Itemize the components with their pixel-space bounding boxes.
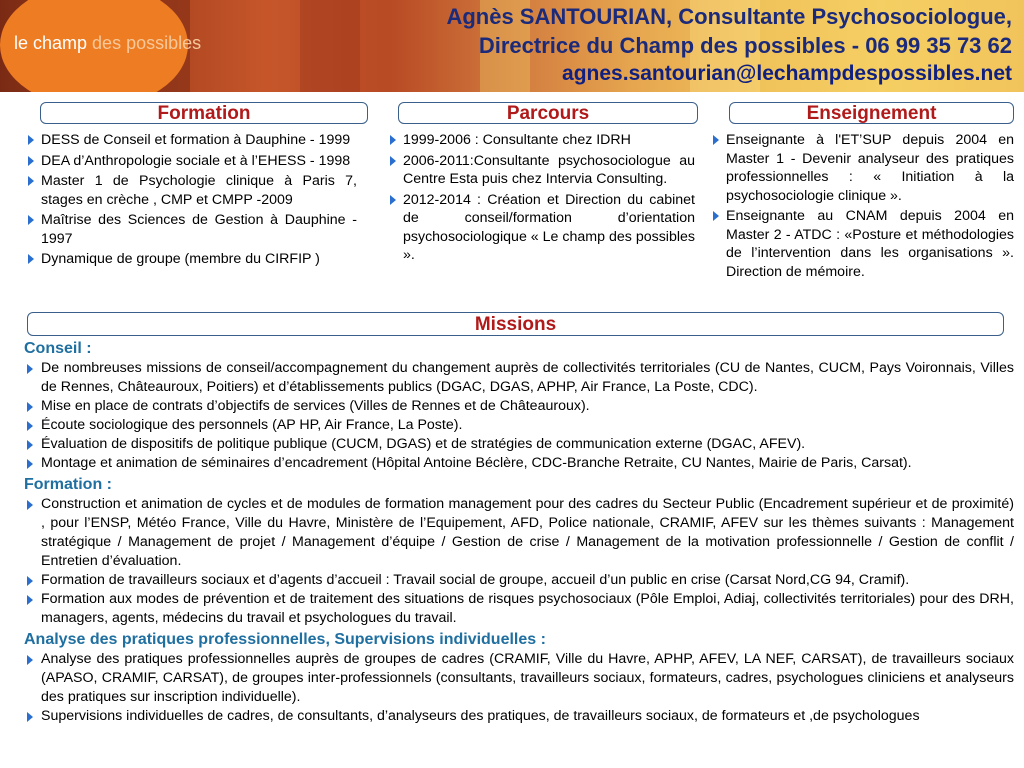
list-item: Analyse des pratiques professionnelles auprès de groupes de cadres (CRAMIF, Ville du Havre, APHP, AFEV, LA NEF, CARSAT), de travailleurs sociaux (APASO, CRAMIF, CARSAT), de groupes inter-professionnels (consultants, travailleurs sociaux, formateurs, cadres, psychologues cliniciens et analyseurs des pratiques sur inscription individuelle). bbox=[24, 650, 1014, 707]
list-item: Évaluation de dispositifs de politique publique (CUCM, DGAS) et de stratégies de communication externe (DGAC, AFEV). bbox=[24, 435, 1014, 454]
bullet-icon bbox=[28, 135, 34, 145]
bullet-icon bbox=[27, 402, 33, 412]
parcours-heading: Parcours bbox=[398, 102, 698, 124]
bullet-icon bbox=[28, 156, 34, 166]
list-item: 1999-2006 : Consultante chez IDRH bbox=[389, 131, 695, 150]
title-line2: Directrice du Champ des possibles - 06 99 35 73 62 bbox=[478, 33, 1012, 58]
list-item: Mise en place de contrats d’objectifs de services (Villes de Rennes et de Châteauroux). bbox=[24, 397, 1014, 416]
list-item: Montage et animation de séminaires d’encadrement (Hôpital Antoine Béclère, CDC-Branche Retraite, CU Nantes, Mairie de Paris, Carsat). bbox=[24, 454, 1014, 473]
bullet-icon bbox=[390, 195, 396, 205]
list-item: De nombreuses missions de conseil/accompagnement du changement auprès de collectivités territoriales (CU de Nantes, CUCM, Pays Voironnais, Villes de Rennes, Châteauroux, Poitiers) et d’établissements publics (DGAC, DGAS, APHP, Air France, La Poste, CDC). bbox=[24, 359, 1014, 397]
bullet-icon bbox=[390, 156, 396, 166]
bullet-icon bbox=[27, 364, 33, 374]
conseil-subheading: Conseil : bbox=[24, 340, 92, 357]
email: agnes.santourian@lechampdespossibles.net bbox=[562, 62, 1012, 85]
list-item: Dynamique de groupe (membre du CIRFIP ) bbox=[27, 250, 357, 269]
list-item: 2006-2011:Consultante psychosociologue au Centre Esta puis chez Intervia Consulting. bbox=[389, 152, 695, 189]
list-item: Construction et animation de cycles et de modules de formation management pour des cadres du Secteur Public (Encadrement supérieur et de proximité) , pour l’ENSP, Météo France, Ville du Havre, Ministère de l’Equipement, AFD, Police nationale, CRAMIF, AFEV sur les thèmes suivants : Management stratégique / Management de projet / Management d’équipe / Gestion de crise / Management de la motivation professionnelle / Gestion de conflit / Entretien d’évaluation. bbox=[24, 495, 1014, 571]
logo bbox=[14, 33, 201, 54]
parcours-column bbox=[389, 131, 695, 267]
bullet-icon bbox=[27, 440, 33, 450]
bullet-icon bbox=[27, 595, 33, 605]
list-item: Formation de travailleurs sociaux et d’agents d’accueil : Travail social de groupe, accueil d’un public en crise (Carsat Nord,CG 94, Cramif). bbox=[24, 571, 1014, 590]
bullet-icon bbox=[27, 655, 33, 665]
bullet-icon bbox=[27, 421, 33, 431]
bullet-icon bbox=[713, 211, 719, 221]
bullet-icon bbox=[27, 712, 33, 722]
title-line1: Agnès SANTOURIAN, Consultante Psychosociologue, bbox=[446, 4, 1012, 29]
formation-column bbox=[27, 131, 357, 271]
logo-part2: des possibles bbox=[87, 33, 202, 53]
list-item: Enseignante au CNAM depuis 2004 en Master 2 - ATDC : «Posture et méthodologies de l’intervention dans les organisations ». Direction de mémoire. bbox=[712, 207, 1014, 281]
list-item: Master 1 de Psychologie clinique à Paris 7, stages en crèche , CMP et CMPP -2009 bbox=[27, 172, 357, 209]
list-item: Enseignante à l'ET’SUP depuis 2004 en Master 1 - Devenir analyseur des pratiques professionnelles : « Initiation à la psychosociologie clinique ». bbox=[712, 131, 1014, 205]
bullet-icon bbox=[27, 576, 33, 586]
list-item: Maîtrise des Sciences de Gestion à Dauphine - 1997 bbox=[27, 211, 357, 248]
list-item: Supervisions individuelles de cadres, de consultants, d’analyseurs des pratiques, de travailleurs sociaux, de formateurs et ,de psychologues bbox=[24, 707, 1014, 726]
header-title-block bbox=[446, 2, 1012, 87]
list-item: Formation aux modes de prévention et de traitement des situations de risques psychosociaux (Pôle Emploi, Adiaj, collectivités territoriales) pour des DRH, managers, agents, médecins du travail et psychologues du travail. bbox=[24, 590, 1014, 628]
list-item: DESS de Conseil et formation à Dauphine - 1999 bbox=[27, 131, 357, 150]
bullet-icon bbox=[27, 500, 33, 510]
bullet-icon bbox=[28, 215, 34, 225]
bullet-icon bbox=[713, 135, 719, 145]
enseignement-column bbox=[712, 131, 1014, 283]
formation-subheading: Formation : bbox=[24, 476, 112, 493]
header-banner bbox=[0, 0, 1024, 92]
enseignement-heading: Enseignement bbox=[729, 102, 1014, 124]
missions-heading: Missions bbox=[27, 312, 1004, 336]
bullet-icon bbox=[28, 254, 34, 264]
bullet-icon bbox=[27, 459, 33, 469]
bullet-icon bbox=[390, 135, 396, 145]
list-item: Écoute sociologique des personnels (AP HP, Air France, La Poste). bbox=[24, 416, 1014, 435]
logo-part1: le champ bbox=[14, 33, 88, 53]
analyse-subheading: Analyse des pratiques professionnelles, Supervisions individuelles : bbox=[24, 631, 546, 648]
bullet-icon bbox=[28, 176, 34, 186]
missions-body bbox=[24, 339, 1014, 728]
list-item: 2012-2014 : Création et Direction du cabinet de conseil/formation d’orientation psychosociologique « Le champ des possibles ». bbox=[389, 191, 695, 265]
formation-heading: Formation bbox=[40, 102, 368, 124]
list-item: DEA d’Anthropologie sociale et à l’EHESS - 1998 bbox=[27, 152, 357, 171]
